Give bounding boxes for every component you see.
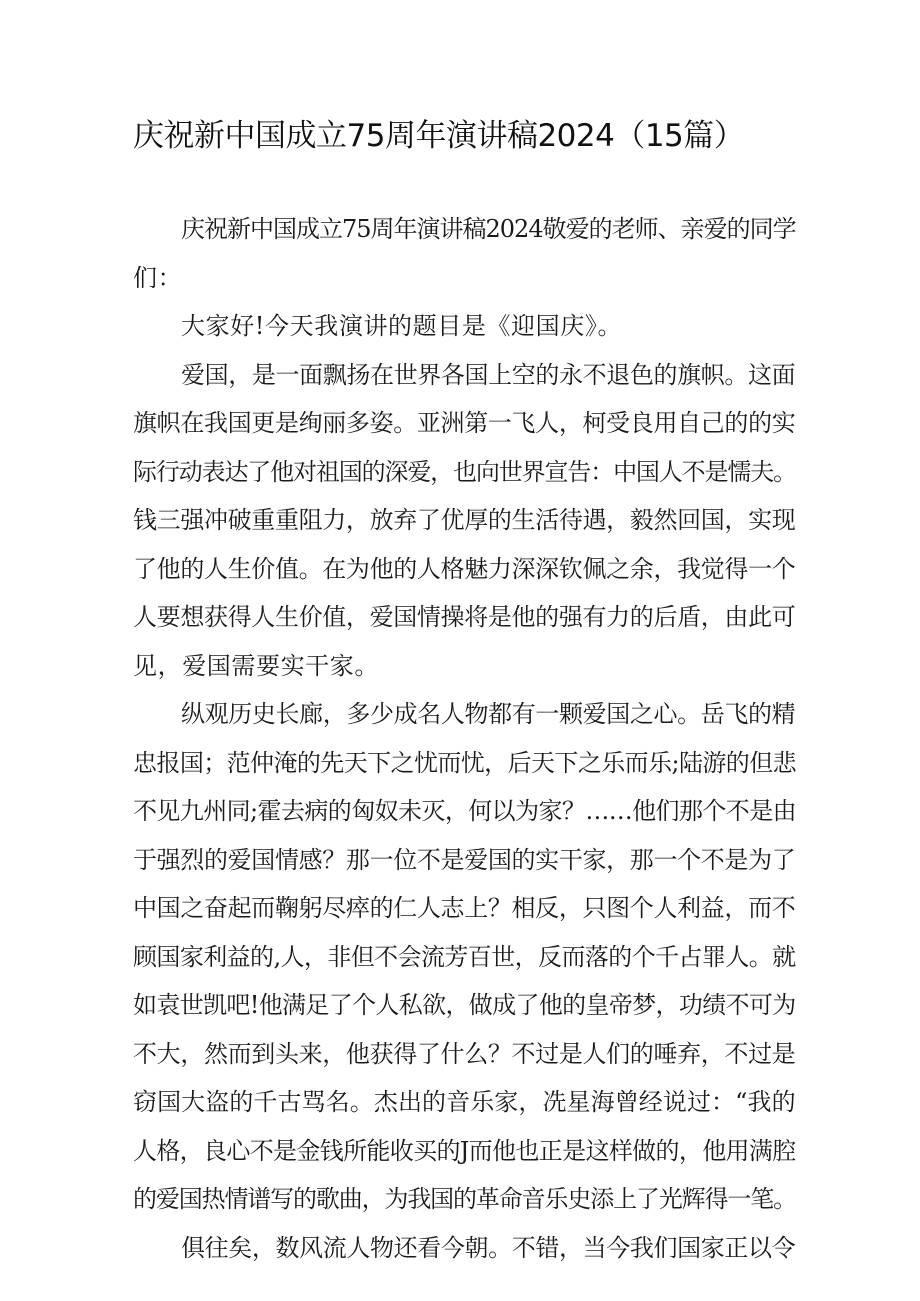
text-line: 爱国，是一面飘扬在世界各国上空的永不退色的旗帜。这面 xyxy=(181,360,796,389)
text-line: 大家好!今天我演讲的题目是《迎国庆》。 xyxy=(181,312,623,340)
text-line: 钱三强冲破重重阻力，放弃了优厚的生活待遇，毅然回国，实现 xyxy=(133,506,796,534)
text-line: 人格，良心不是金钱所能收买的J而他也正是这样做的，他用满腔 xyxy=(133,1136,796,1165)
text-line: 庆祝新中国成立75周年演讲稿2024敬爱的老师、亲爱的同学 xyxy=(181,215,796,243)
text-line: 纵观历史长廊，多少成名人物都有一颗爱国之心。岳飞的精 xyxy=(181,700,796,728)
text-line: 们： xyxy=(133,263,183,292)
text-line: 不大，然而到头来，他获得了什么？不过是人们的唾弃，不过是 xyxy=(133,1039,796,1068)
document-title: 庆祝新中国成立75周年演讲稿2024（15篇） xyxy=(133,118,745,154)
document-body xyxy=(133,205,797,1272)
text-line: 了他的人生价值。在为他的人格魅力深深钦佩之余，我觉得一个 xyxy=(133,554,796,583)
text-line: 见，爱国需要实干家。 xyxy=(133,651,379,680)
text-line: 的爱国热情谱写的歌曲，为我国的革命音乐史添上了光辉得一笔。 xyxy=(133,1185,796,1213)
text-line: 不见九州同;霍去病的匈奴未灭，何以为家？……他们那个不是由 xyxy=(133,797,797,825)
text-line: 中国之奋起而鞠躬尽瘁的仁人志上？相反，只图个人利益，而不 xyxy=(133,894,796,922)
text-line: 俱往矣，数风流人物还看今朝。不错，当今我们国家正以令 xyxy=(181,1233,796,1262)
text-line: 忠报国；范仲淹的先天下之忧而忧，后天下之乐而乐;陆游的但悲 xyxy=(133,748,797,777)
text-line: 窃国大盗的千古骂名。杰出的音乐家，冼星海曾经说过：“我的 xyxy=(133,1088,796,1116)
text-line: 如袁世凯吧!他满足了个人私欲，做成了他的皇帝梦，功绩不可为 xyxy=(133,991,796,1019)
text-line: 于强烈的爱国情感？那一位不是爱国的实干家，那一个不是为了 xyxy=(133,845,796,874)
text-line: 旗帜在我国更是绚丽多姿。亚洲第一飞人，柯受良用自己的的实 xyxy=(133,409,796,437)
text-line: 人要想获得人生价值，爱国情操将是他的强有力的后盾，由此可 xyxy=(133,603,796,631)
text-line: 际行动表达了他对祖国的深爱，也向世界宣告：中国人不是懦夫。 xyxy=(133,457,796,486)
text-line: 顾国家利益的,人，非但不会流芳百世，反而落的个千占罪人。就 xyxy=(133,942,796,971)
